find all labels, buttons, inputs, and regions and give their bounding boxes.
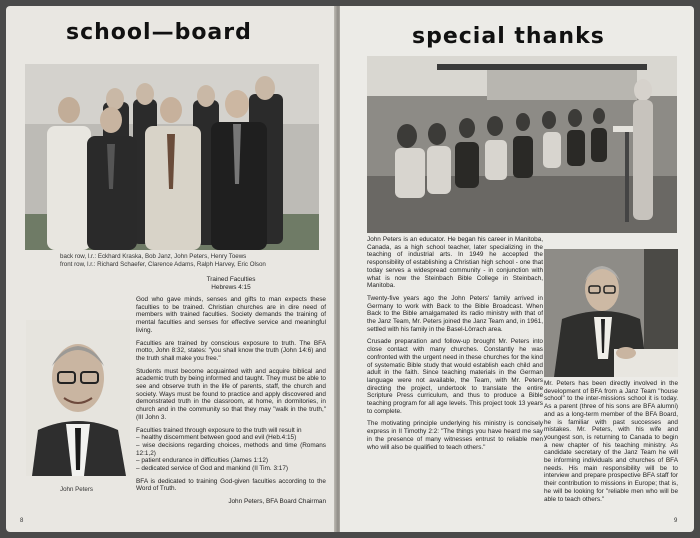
section-reference: Hebrews 4:15 — [211, 284, 251, 291]
left-page — [6, 6, 336, 532]
list-item: – patient endurance in difficulties (James 1:12) — [136, 457, 269, 465]
paragraph: Faculties are trained by conscious exposure to truth. The BFA motto, John 8:32, states: "you shall know the truth (John 14:6) and the truth shall make you free." — [136, 339, 326, 362]
meeting-photo — [367, 56, 677, 233]
right-column-2 — [544, 380, 678, 508]
list-item: – dedicated service of God and mankind (II Tim. 3:17) — [136, 465, 289, 473]
list-item: – wise decisions regarding choices, methods and time (Romans 12:1,2) — [136, 441, 326, 457]
john-peters-portrait — [26, 320, 130, 476]
board-group-photo — [25, 64, 319, 250]
signature: John Peters, BFA Board Chairman — [228, 498, 326, 506]
special-thanks-title: special thanks — [412, 24, 605, 49]
left-body-text — [136, 296, 326, 506]
list-item: – healthy discernment between good and evil (Heb.4:15) — [136, 434, 297, 442]
paragraph: Students must become acquainted with and acquire biblical and academic truth by being informed and taught. They must be able to see and observe truth in the life of parents, staff, the church and society. Ways must be found to practice and apply discovered and demonstrated truth in the classroom, at home, in dormitories, in church and in the community so that they may "walk in the truth," (III John 3. — [136, 367, 326, 421]
right-column-1 — [367, 236, 543, 456]
paragraph: Crusade preparation and follow-up brought Mr. Peters into close contact with many churches. Constantly he was confronted with the urgent need in these churches for the kind of systematic Bible study that would establish each child and adult in the faith. Since teaching materials in the German language were not available, the Team, with Mr. Peters directing the project, undertook to translate the entire Scripture Press curriculum, and thus to produce a Bible teaching program for all age levels. This project took 13 years to complete. — [367, 338, 543, 415]
page-number-right: 9 — [674, 518, 678, 524]
paragraph: Faculties trained through exposure to the truth will result in — [136, 426, 302, 434]
paragraph: Mr. Peters has been directly involved in the development of BFA from a Janz Team "house school" to the inter-missions school it is today. As a parent (three of his sons are BFA alumni) and as a long-term member of the BFA Board, he is familiar with past successes and mistakes. Mr. Peters, with his wife and youngest son, is returning to Canada to begin a new chapter of his teaching ministry. As candidate secretary of the Janz Team he will be informing individuals and churches of BFA needs. His main responsibility will be to interview and prepare prospective BFA staff for their contribution to missions in Europe; that is, he will be looking for "reliable men who will be able to teach others." — [544, 380, 678, 503]
paragraph: God who gave minds, senses and gifts to man expects these faculties to be trained. Christian churches are in dire need of members with trained faculties. Society demands the training of mental faculties and senses for effective service and meaningful living. — [136, 296, 326, 334]
school-board-title: school—board — [66, 20, 252, 45]
paragraph: BFA is dedicated to training God-given faculties according to the Word of Truth. — [136, 477, 326, 493]
portrait-caption: John Peters — [60, 486, 94, 493]
right-page — [340, 6, 694, 532]
page-number-left: 8 — [20, 518, 24, 524]
paragraph: The motivating principle underlying his ministry is concisely express in II Timothy 2:2: "The things you have heard me say in the presence of many witnesses entrust to reliable men who will also be qualified to teach others." — [367, 420, 543, 451]
section-heading: Trained Faculties — [206, 276, 256, 283]
photo-caption-back-row: back row, l.r.: Eckhard Kraska, Bob Janz, John Peters, Henry Toews — [60, 253, 247, 260]
photo-caption-front-row: front row, l.r.: Richard Schaefer, Clarence Adams, Ralph Harvey, Eric Olson — [60, 261, 266, 268]
writing-portrait-photo — [544, 249, 678, 377]
paragraph: Twenty-five years ago the John Peters' family arrived in Germany to work with Back to the Bible Broadcast. When Back to the Bible amalgamated its radio ministry with that of the Janz Team, Mr. Peters joined the Janz Team and, in 1961, settled with his family in the Basel-Lörrach area. — [367, 294, 543, 333]
paragraph: John Peters is an educator. He began his career in Manitoba, Canada, as a high school teacher, later specializing in the teaching of industrial arts. In 1949 he accepted the responsibility of establishing a Christian high school - one that today serves a widespread community - in conjunction with what is now the Steinbach Bible College in Steinbach, Manitoba. — [367, 236, 543, 290]
